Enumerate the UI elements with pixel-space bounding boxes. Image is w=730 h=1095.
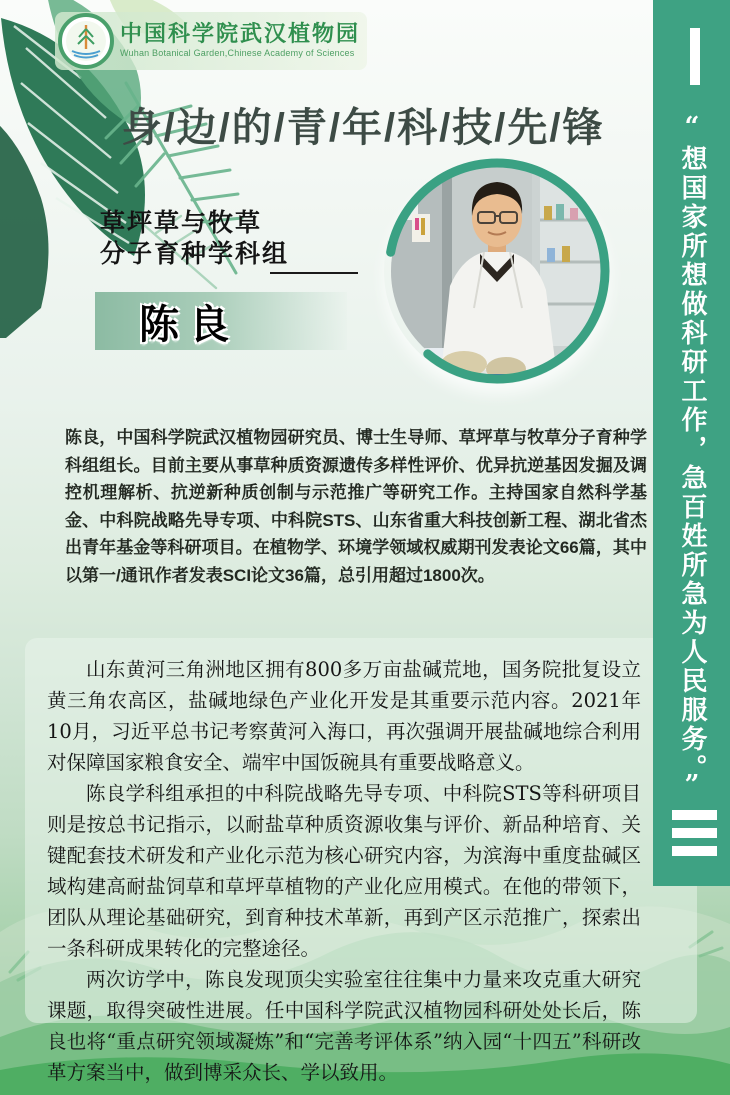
story-paragraph-1: 山东黄河三角洲地区拥有800多万亩盐碱荒地，国务院批复设立黄三角农高区，盐碱地绿色产业化开发是其重要示范内容。2021年10月，习近平总书记考察黄河入海口，再次强调开展盐碱地综合利用对保障国家粮食安全、端牢中国饭碗具有重要战略意义。	[47, 658, 641, 774]
name-ribbon	[95, 292, 347, 350]
sidebar-quote: “想国家所想做科研工作，急百姓所急为人民服务。”	[677, 112, 707, 803]
quote-sidebar	[653, 0, 730, 886]
research-group-label	[100, 208, 289, 269]
triple-bar-icon	[672, 810, 717, 864]
vertical-bar-icon	[690, 28, 700, 85]
logo-badge-icon	[58, 13, 114, 69]
group-line1: 草坪草与牧草	[100, 208, 263, 237]
story-panel	[25, 638, 697, 1084]
group-line2: 分子育种学科组	[100, 238, 290, 268]
bio-paragraph: 陈良，中国科学院武汉植物园研究员、博士生导师、草坪草与牧草分子育种学科组组长。目前主要从事草种质资源遗传多样性评价、优异抗逆基因发掘及调控机理解析、抗逆新种质创制与示范推广等研究工作。主持国家自然科学基金、中科院战略先导专项、中科院STS、山东省重大科技创新工程、湖北省杰出青年基金等科研项目。在植物学、环境学领域权威期刊发表论文66篇，其中以第一/通讯作者发表SCI论文36篇，总引用超过1800次。	[65, 428, 647, 585]
lab-photo-illustration	[384, 158, 610, 384]
logo-title-cn: 中国科学院武汉植物园	[120, 21, 361, 48]
page-title: 身/边/的/青/年/科/技/先/锋	[121, 106, 605, 150]
profile-photo	[384, 158, 610, 384]
logo-banner	[55, 12, 367, 70]
story-paragraph-2: 陈良学科组承担的中科院战略先导专项、中科院STS等科研项目则是按总书记指示，以耐盐草种质资源收集与评价、新品种培育、关键配套技术研发和产业化示范为核心研究内容，为滨海中重度盐碱区域构建高耐盐饲草和草坪草植物的产业化应用模式。在他的带领下，团队从理论基础研究，到育种技术革新，再到产区示范推广，探索出一条科研成果转化的完整途径。	[47, 782, 641, 960]
divider-line	[270, 272, 358, 274]
logo-title-en: Wuhan Botanical Garden,Chinese Academy of Sciences	[120, 48, 355, 59]
person-name: 陈良	[139, 300, 239, 348]
story-paragraph-3: 两次访学中，陈良发现顶尖实验室往往集中力量来攻克重大研究课题，取得突破性进展。任中国科学院武汉植物园科研处处长后，陈良也将“重点研究领域凝炼”和“完善考评体系”纳入园“十四五”科研改革方案当中，做到博采众长、学以致用。	[47, 968, 641, 1084]
